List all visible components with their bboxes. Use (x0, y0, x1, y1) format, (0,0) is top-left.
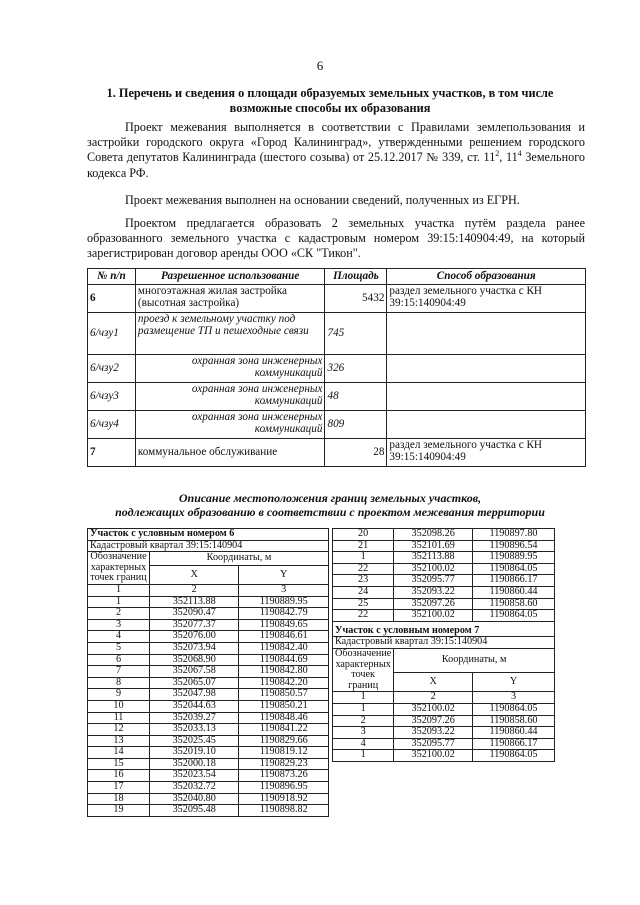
paragraph-3-text: Проектом предлагается образовать 2 земельных участка путём раздела ранее образованного земельного участка с кадастровым номером 39:15:140904:49, на который зарегистрирован договор аренды ООО «СК "Тикон". (87, 216, 585, 261)
cell-area: 809 (325, 410, 387, 438)
plot7-title: Участок с условным номером 7 (333, 621, 555, 637)
cell-num: 6/чзу1 (88, 312, 136, 354)
table-row (88, 747, 329, 759)
header-use: Разрешенное использование (135, 269, 325, 285)
y-coordinate: 1190842.79 (239, 608, 329, 620)
y-coordinate: 1190842.20 (239, 677, 329, 689)
table-row (333, 598, 555, 610)
paragraph-3 (87, 216, 585, 262)
y-coordinate: 1190866.17 (473, 738, 555, 750)
table-row (333, 563, 555, 575)
cell-method (387, 354, 586, 382)
x-coordinate: 352095.48 (149, 805, 238, 817)
x-coordinate: 352093.22 (394, 727, 473, 739)
table-row (88, 724, 329, 736)
table-row (88, 619, 329, 631)
cell-num: 6/чзу4 (88, 410, 136, 438)
cell-use: коммунальное обслуживание (135, 438, 325, 466)
page-number: 6 (316, 58, 324, 73)
point-id: 1 (88, 596, 150, 608)
cell-method: раздел земельного участка с КН 39:15:140904:49 (387, 284, 586, 312)
y-coordinate: 1190866.17 (473, 575, 555, 587)
x-coordinate: 352076.00 (149, 631, 238, 643)
point-id: 15 (88, 758, 150, 770)
x-header: X (149, 565, 238, 584)
x-coordinate: 352040.80 (149, 793, 238, 805)
table-row (88, 689, 329, 701)
cell-num: 6/чзу2 (88, 354, 136, 382)
cell-num: 7 (88, 438, 136, 466)
coords-header: Координаты, м (149, 552, 328, 566)
point-id: 13 (88, 735, 150, 747)
x-coordinate: 352044.63 (149, 700, 238, 712)
table-row (88, 666, 329, 678)
x-coordinate: 352095.77 (394, 575, 473, 587)
plot6-title: Участок с условным номером 6 (88, 529, 329, 541)
table-row (88, 631, 329, 643)
table-row (88, 677, 329, 689)
y-coordinate: 1190829.23 (239, 758, 329, 770)
point-id: 7 (88, 666, 150, 678)
parcels-table-header (88, 269, 586, 285)
point-id: 4 (88, 631, 150, 643)
y-coordinate: 1190896.95 (239, 782, 329, 794)
point-id: 16 (88, 770, 150, 782)
column-index: 2 (394, 692, 473, 704)
y-coordinate: 1190844.69 (239, 654, 329, 666)
table-row (88, 805, 329, 817)
x-coordinate: 352068.90 (149, 654, 238, 666)
point-id: 3 (88, 619, 150, 631)
point-label-header: Обозначение характерных точек границ (333, 648, 394, 691)
y-coordinate: 1190842.80 (239, 666, 329, 678)
point-id: 18 (88, 793, 150, 805)
y-coordinate: 1190848.46 (239, 712, 329, 724)
y-coordinate: 1190860.44 (473, 727, 555, 739)
y-coordinate: 1190864.05 (473, 703, 555, 715)
y-header: Y (473, 673, 555, 692)
point-id: 19 (88, 805, 150, 817)
coords-header: Координаты, м (394, 648, 555, 672)
point-id: 3 (333, 727, 394, 739)
point-id: 8 (88, 677, 150, 689)
cell-area: 48 (325, 382, 387, 410)
x-coordinate: 352047.98 (149, 689, 238, 701)
cell-use: охранная зона инженерных коммуникаций (135, 410, 325, 438)
point-id: 2 (333, 715, 394, 727)
column-index: 3 (473, 692, 555, 704)
y-coordinate: 1190897.80 (473, 529, 555, 541)
cell-method (387, 312, 586, 354)
x-coordinate: 352097.26 (394, 715, 473, 727)
y-coordinate: 1190864.05 (473, 750, 555, 762)
paragraph-2 (87, 193, 585, 208)
paragraph-1-text-a: Проект межевания выполняется в соответствии с Правилами землепользования и застройки городского округа «Город Калининград», утвержденными решением городского Совета депутатов Калининграда (шестого созыва) от 25.12.2017 № 339, ст. 11 (87, 120, 585, 165)
table-row (88, 770, 329, 782)
point-id: 20 (333, 529, 394, 541)
y-coordinate: 1190864.05 (473, 610, 555, 622)
point-id: 6 (88, 654, 150, 666)
x-coordinate: 352065.07 (149, 677, 238, 689)
paragraph-1-text-b: , 11 (499, 150, 518, 165)
section-heading-line2: возможные способы их образования (229, 101, 431, 115)
point-id: 24 (333, 586, 394, 598)
x-coordinate: 352025.45 (149, 735, 238, 747)
x-coordinate: 352100.02 (394, 610, 473, 622)
y-coordinate: 1190841.22 (239, 724, 329, 736)
x-coordinate: 352023.54 (149, 770, 238, 782)
paragraph-1-text-c: Земельного кодекса РФ. (87, 150, 585, 180)
x-coordinate: 352093.22 (394, 586, 473, 598)
cell-method (387, 410, 586, 438)
x-coordinate: 352101.69 (394, 540, 473, 552)
cell-method (387, 382, 586, 410)
x-coordinate: 352100.02 (394, 563, 473, 575)
x-coordinate: 352039.27 (149, 712, 238, 724)
table-row (333, 575, 555, 587)
header-method: Способ образования (387, 269, 586, 285)
subheading-line2: подлежащих образованию в соответствии с проектом межевания территории (115, 505, 545, 519)
table-row (333, 738, 555, 750)
x-coordinate: 352113.88 (394, 552, 473, 564)
point-id: 1 (333, 552, 394, 564)
table-row (88, 782, 329, 794)
section-heading-line1: 1. Перечень и сведения о площади образуемых земельных участков, в том числе (106, 86, 554, 100)
y-coordinate: 1190896.54 (473, 540, 555, 552)
cell-area: 326 (325, 354, 387, 382)
plot7-quarter: Кадастровый квартал 39:15:140904 (333, 637, 555, 649)
paragraph-1 (87, 120, 585, 181)
table-row (88, 642, 329, 654)
x-coordinate: 352073.94 (149, 642, 238, 654)
table-row (88, 712, 329, 724)
table-row (333, 750, 555, 762)
column-index: 1 (88, 584, 150, 596)
point-id: 2 (88, 608, 150, 620)
point-id: 11 (88, 712, 150, 724)
point-id: 21 (333, 540, 394, 552)
x-coordinate: 352095.77 (394, 738, 473, 750)
superscript-2: 4 (517, 149, 522, 159)
point-id: 5 (88, 642, 150, 654)
point-id: 25 (333, 598, 394, 610)
table-row (333, 715, 555, 727)
column-index: 1 (333, 692, 394, 704)
cell-use: многоэтажная жилая застройка (высотная застройка) (135, 284, 325, 312)
point-id: 1 (333, 750, 394, 762)
plot6-quarter: Кадастровый квартал 39:15:140904 (88, 540, 329, 552)
cell-use: охранная зона инженерных коммуникаций (135, 382, 325, 410)
y-coordinate: 1190842.40 (239, 642, 329, 654)
y-coordinate: 1190860.44 (473, 586, 555, 598)
table-row (333, 552, 555, 564)
y-coordinate: 1190846.61 (239, 631, 329, 643)
y-coordinate: 1190829.66 (239, 735, 329, 747)
table-row (88, 438, 586, 466)
table-row (333, 540, 555, 552)
table-row (88, 700, 329, 712)
table-row (88, 793, 329, 805)
cell-use: охранная зона инженерных коммуникаций (135, 354, 325, 382)
column-index: 2 (149, 584, 238, 596)
point-id: 1 (333, 703, 394, 715)
table-row (88, 284, 586, 312)
header-area: Площадь (325, 269, 387, 285)
point-id: 10 (88, 700, 150, 712)
x-coordinate: 352100.02 (394, 750, 473, 762)
point-id: 9 (88, 689, 150, 701)
y-coordinate: 1190858.60 (473, 715, 555, 727)
y-coordinate: 1190850.21 (239, 700, 329, 712)
y-coordinate: 1190858.60 (473, 598, 555, 610)
x-coordinate: 352113.88 (149, 596, 238, 608)
point-id: 17 (88, 782, 150, 794)
section-heading (100, 86, 560, 116)
cell-method: раздел земельного участка с КН 39:15:140904:49 (387, 438, 586, 466)
x-header: X (394, 673, 473, 692)
table-row (333, 727, 555, 739)
cell-area: 745 (325, 312, 387, 354)
point-label-header: Обозначение характерных точек границ (88, 552, 150, 585)
x-coordinate: 352067.58 (149, 666, 238, 678)
table-row (333, 586, 555, 598)
header-num: № п/п (88, 269, 136, 285)
y-coordinate: 1190889.95 (239, 596, 329, 608)
x-coordinate: 352097.26 (394, 598, 473, 610)
cell-num: 6 (88, 284, 136, 312)
point-id: 23 (333, 575, 394, 587)
cell-area: 28 (325, 438, 387, 466)
table-row (333, 610, 555, 622)
y-coordinate: 1190898.82 (239, 805, 329, 817)
y-coordinate: 1190819.12 (239, 747, 329, 759)
y-coordinate: 1190918.92 (239, 793, 329, 805)
subheading-line1: Описание местоположения границ земельных участков, (178, 491, 482, 505)
x-coordinate: 352098.26 (394, 529, 473, 541)
x-coordinate: 352077.37 (149, 619, 238, 631)
coordinates-subheading (80, 491, 580, 519)
y-coordinate: 1190889.95 (473, 552, 555, 564)
paragraph-2-text: Проект межевания выполнен на основании сведений, полученных из ЕГРН. (125, 193, 520, 207)
table-row (88, 596, 329, 608)
parcels-table (87, 268, 586, 467)
table-row (333, 529, 555, 541)
superscript-1: 2 (495, 149, 500, 159)
point-id: 22 (333, 563, 394, 575)
table-row (88, 758, 329, 770)
x-coordinate: 352033.13 (149, 724, 238, 736)
point-id: 12 (88, 724, 150, 736)
x-coordinate: 352090.47 (149, 608, 238, 620)
y-coordinate: 1190873.26 (239, 770, 329, 782)
table-row (88, 608, 329, 620)
point-id: 22 (333, 610, 394, 622)
cell-area: 5432 (325, 284, 387, 312)
x-coordinate: 352000.18 (149, 758, 238, 770)
y-coordinate: 1190849.65 (239, 619, 329, 631)
table-row (88, 410, 586, 438)
y-coordinate: 1190864.05 (473, 563, 555, 575)
y-header: Y (239, 565, 329, 584)
table-row (88, 382, 586, 410)
cell-use: проезд к земельному участку под размещение ТП и пешеходные связи (135, 312, 325, 354)
coordinates-table-continued (332, 528, 555, 762)
table-row (88, 312, 586, 354)
table-row (88, 735, 329, 747)
x-coordinate: 352019.10 (149, 747, 238, 759)
cell-num: 6/чзу3 (88, 382, 136, 410)
plot6-coordinates-table (87, 528, 329, 817)
y-coordinate: 1190850.57 (239, 689, 329, 701)
x-coordinate: 352032.72 (149, 782, 238, 794)
table-row (88, 354, 586, 382)
table-row (88, 654, 329, 666)
table-row (333, 703, 555, 715)
column-index: 3 (239, 584, 329, 596)
x-coordinate: 352100.02 (394, 703, 473, 715)
point-id: 14 (88, 747, 150, 759)
point-id: 4 (333, 738, 394, 750)
